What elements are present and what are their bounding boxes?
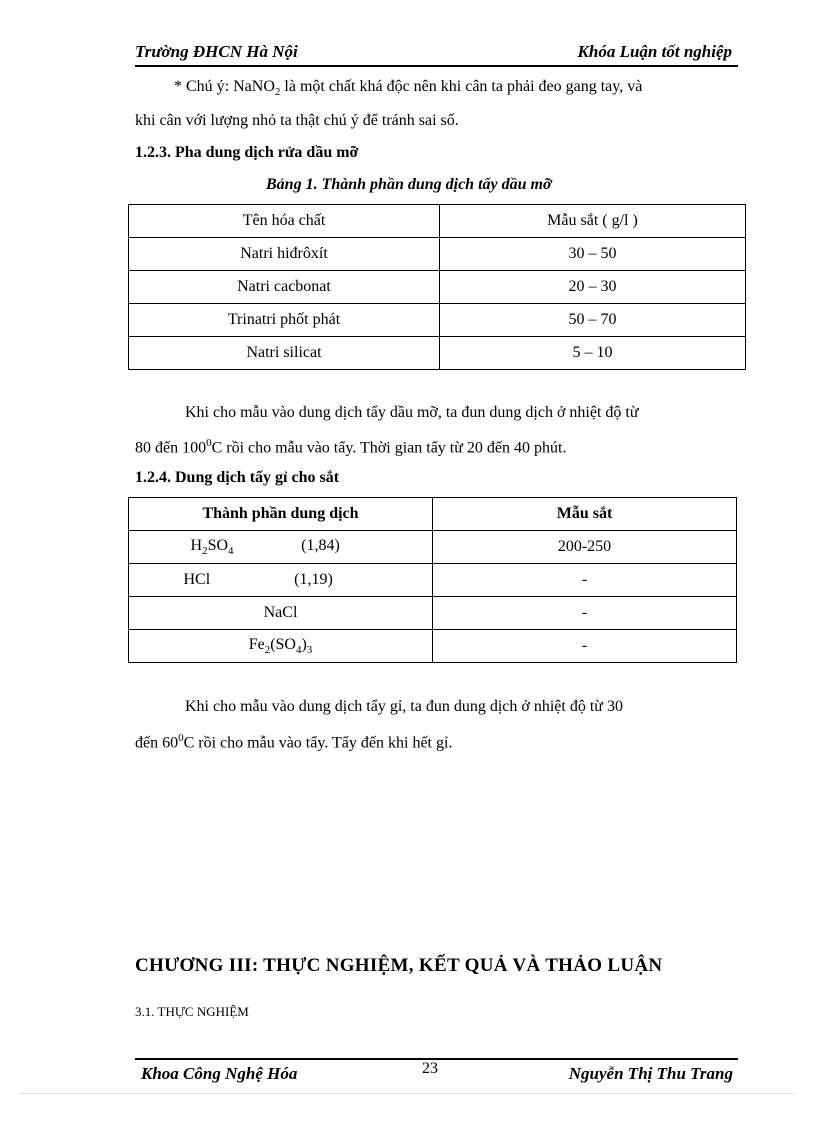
table-row [129,337,746,370]
degree-superscript: 0 [178,732,184,744]
table-row [129,271,746,304]
note-line-2: khi cân với lượng nhỏ ta thật chú ý để tránh sai số. [135,112,459,129]
density-value: (1,19) [294,571,333,588]
degrease-temp-text: 80 đến 100 [135,439,207,457]
degreasing-table [128,204,746,370]
chemical-cell: Natri hiđrôxít [129,238,440,271]
rust-para-line-2 [135,732,452,752]
note-prefix: * Chú ý: NaNO [174,78,275,95]
page-bottom-border [20,1093,796,1094]
value-cell: - [433,597,737,630]
table-row [129,304,746,337]
rust-temp-text: đến 60 [135,734,179,752]
header-chemical-name: Tên hóa chất [129,205,440,238]
degrease-para-line-2 [135,437,566,457]
footer-faculty: Khoa Công Nghệ Hóa [141,1064,298,1083]
section-123-heading: 1.2.3. Pha dung dịch rửa dầu mỡ [135,144,359,161]
header-school: Trường ĐHCN Hà Nội [135,42,298,61]
value-cell: - [433,630,737,663]
rust-removal-table [128,497,737,663]
chapter-title: CHƯƠNG III: THỰC NGHIỆM, KẾT QUẢ VÀ THẢO LUẬN [135,955,663,976]
density-value: (1,84) [301,536,340,554]
degrease-time-text: C rồi cho mẫu vào tẩy. Thời gian tẩy từ 20 đến 40 phút. [211,439,567,457]
table-row [129,531,737,564]
table-header-row [129,205,746,238]
note-line-1 [174,78,642,98]
section-124-heading: 1.2.4. Dung dịch tẩy gỉ cho sắt [135,469,340,486]
note-subscript: 2 [274,86,281,99]
value-cell: 20 – 30 [440,271,746,304]
rust-time-text: C rồi cho mẫu vào tẩy. Tẩy đến khi hết gỉ. [183,734,453,752]
chemical-cell: Trinatri phốt phát [129,304,440,337]
value-cell: 30 – 50 [440,238,746,271]
chemical-cell: HCl (1,19) [129,564,433,597]
table-header-row [129,498,737,531]
rust-para-line-1: Khi cho mẫu vào dung dịch tẩy gỉ, ta đun dung dịch ở nhiệt độ từ 30 [185,698,623,715]
chemical-cell: $H_2SO_4$ (1,84) [129,531,433,564]
chemical-cell: NaCl [129,597,433,630]
table-row [129,238,746,271]
header-thesis-label: Khóa Luận tốt nghiệp [577,42,732,61]
header-rule [135,65,738,67]
table-row [129,597,737,630]
note-rest: là một chất khá độc nên khi cân ta phải đeo gang tay, và [280,78,643,95]
chemical-cell: Natri cacbonat [129,271,440,304]
degree-superscript: 0 [206,437,212,449]
table-1-caption: Bảng 1. Thành phần dung dịch tẩy dầu mỡ [266,176,552,193]
chemical-cell: $Fe_2(SO_4)_3$ [129,630,433,663]
value-cell: 50 – 70 [440,304,746,337]
value-cell: 5 – 10 [440,337,746,370]
header-iron-sample: Mẫu sắt [433,498,737,531]
header-iron-sample: Mẫu sắt ( g/l ) [440,205,746,238]
subsection-heading: 3.1. THỰC NGHIỆM [135,1004,249,1019]
chemical-cell: Natri silicat [129,337,440,370]
value-cell: - [433,564,737,597]
footer-author: Nguyễn Thị Thu Trang [568,1064,733,1083]
table-row [129,630,737,663]
header-solution-composition: Thành phần dung dịch [129,498,433,531]
value-cell: 200-250 [433,531,737,564]
table-row [129,564,737,597]
degrease-para-line-1: Khi cho mẫu vào dung dịch tẩy dầu mỡ, ta đun dung dịch ở nhiệt độ từ [185,404,639,421]
page-number: 23 [422,1060,438,1077]
